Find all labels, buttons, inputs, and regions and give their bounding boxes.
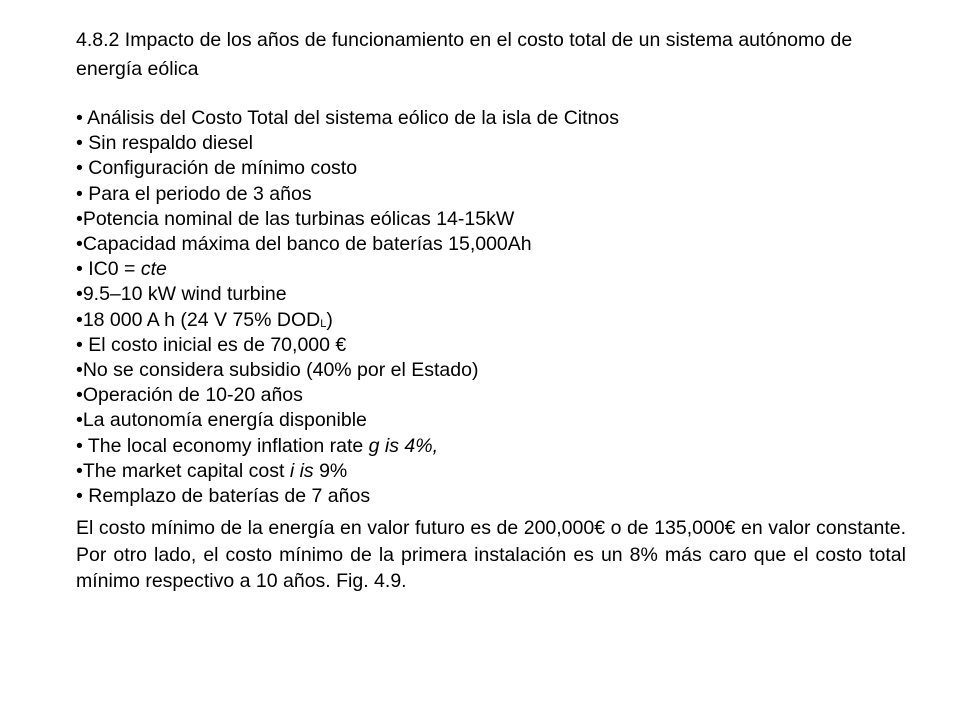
bullet-text: • The local economy inflation rate <box>76 434 369 457</box>
bullet-item <box>76 156 916 181</box>
bullet-text: •The market capital cost <box>76 459 290 482</box>
bullet-item <box>76 232 916 257</box>
bullet-text: • Configuración de mínimo costo <box>76 157 358 180</box>
bullet-text: •9.5–10 kW wind turbine <box>76 283 287 306</box>
bullet-item <box>76 282 916 307</box>
bullet-item <box>76 131 916 156</box>
bullet-item <box>76 383 916 408</box>
bullet-item <box>76 408 916 433</box>
bullet-item <box>76 358 916 383</box>
bullet-text: •Potencia nominal de las turbinas eólicas 14-15kW <box>76 207 515 230</box>
bullet-text: •La autonomía energía disponible <box>76 409 367 432</box>
bullet-italic: i is <box>289 459 314 482</box>
bullet-item <box>76 182 916 207</box>
bullet-list <box>76 106 916 509</box>
bullet-item <box>76 207 916 232</box>
bullet-item <box>76 459 916 484</box>
bullet-text: • Para el periodo de 3 años <box>76 182 312 205</box>
bullet-text: • Sin respaldo diesel <box>76 132 254 155</box>
bullet-text: • Remplazo de baterías de 7 años <box>76 485 371 508</box>
bullet-text: •Operación de 10-20 años <box>76 384 303 407</box>
bullet-item <box>76 434 916 459</box>
bullet-text: • Análisis del Costo Total del sistema eólico de la isla de Citnos <box>76 107 620 129</box>
bullet-after: ) <box>326 308 333 331</box>
bullet-item <box>76 257 916 282</box>
bullet-item <box>76 333 916 358</box>
summary-paragraph: El costo mínimo de la energía en valor futuro es de 200,000€ o de 135,000€ en valor constante. Por otro lado, el costo mínimo de la primera instalación es un 8% más caro que el costo total mínimo respectivo a 10 años. Fig. 4.9. <box>76 517 906 593</box>
slide-content <box>76 26 916 595</box>
bullet-item <box>76 484 916 509</box>
bullet-text: • IC0 = <box>76 258 141 281</box>
bullet-after: 9% <box>313 459 348 482</box>
bullet-text: •18 000 A h (24 V 75% DOD <box>76 308 321 331</box>
bullet-text: •No se considera subsidio (40% por el Estado) <box>76 359 479 382</box>
bullet-italic: g is 4%, <box>368 434 438 457</box>
bullet-subscript: L <box>320 317 327 330</box>
bullet-text: •Capacidad máxima del banco de baterías 15,000Ah <box>76 233 532 256</box>
bullet-text: • El costo inicial es de 70,000 € <box>76 333 347 356</box>
bullet-italic: cte <box>140 258 167 281</box>
slide-title: 4.8.2 Impacto de los años de funcionamiento en el costo total de un sistema autónomo de energía eólica <box>76 29 853 80</box>
bullet-item <box>76 106 916 131</box>
bullet-item <box>76 308 916 333</box>
